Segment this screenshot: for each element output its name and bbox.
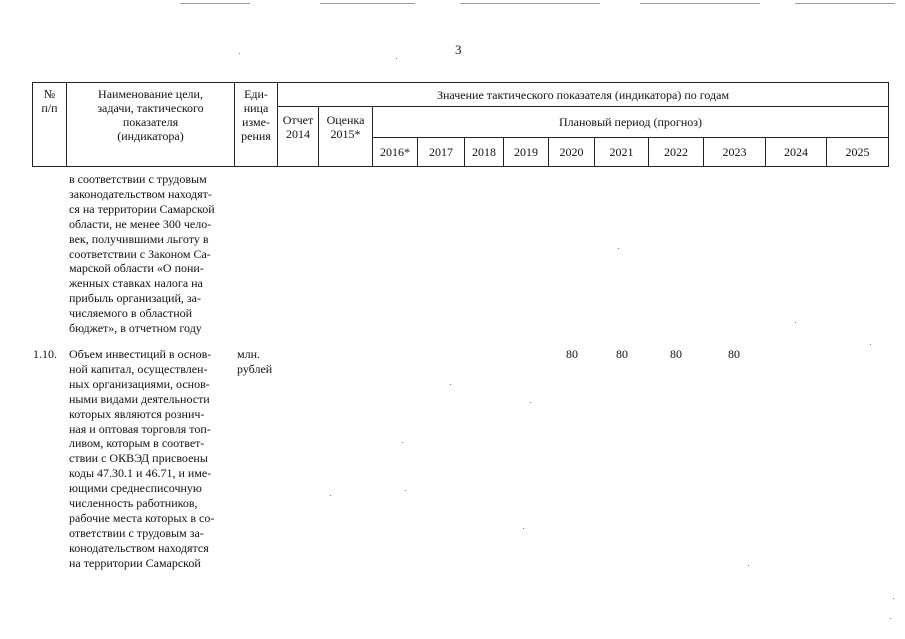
header-year-2018: 2018 <box>472 145 496 159</box>
scan-edge-line <box>460 3 600 4</box>
row-number: 1.10. <box>33 347 57 361</box>
header-year-2017: 2017 <box>429 145 453 159</box>
header-col-name: Наименование цели, задачи, тактического показателя (индикатора) <box>97 87 204 143</box>
scan-speck <box>330 495 331 496</box>
header-col-estimate: Оценка 2015* <box>326 113 365 141</box>
page-number: 3 <box>455 42 462 57</box>
scan-speck <box>530 402 531 403</box>
header-col-number: № п/п <box>41 87 58 115</box>
value-2020: 80 <box>566 347 578 361</box>
scan-speck <box>890 618 891 619</box>
scan-speck <box>870 344 871 345</box>
scan-speck <box>795 322 796 323</box>
value-2021: 80 <box>616 347 628 361</box>
header-year-2023: 2023 <box>722 145 747 159</box>
header-col-report: Отчет 2014 <box>282 113 314 141</box>
scan-speck <box>748 565 749 566</box>
header-year-2025: 2025 <box>845 145 870 159</box>
value-2023: 80 <box>728 347 740 361</box>
header-year-2019: 2019 <box>514 145 538 159</box>
scan-edge-line <box>180 3 250 4</box>
header-year-2016: 2016* <box>380 145 410 159</box>
row-continuation-text: в соответствии с трудовым законодательством находят- ся на территории Самарской области, не менее 300 чело- век, получившими льготу в соответствии с Законом Са- марской области «О пони- женных ставках налога на прибыль организаций, за- числяемого в областной бюджет», в отчетном году <box>69 172 215 336</box>
header-year-2022: 2022 <box>664 145 688 159</box>
header-year-2020: 2020 <box>559 145 584 159</box>
scan-speck <box>239 53 240 54</box>
scan-edge-line <box>795 3 895 4</box>
header-plan-title: Плановый период (прогноз) <box>559 115 702 129</box>
header-group-title: Значение тактического показателя (индикатора) по годам <box>436 87 730 102</box>
scan-edge-line <box>640 3 760 4</box>
header-year-2024: 2024 <box>784 145 808 159</box>
value-2022: 80 <box>670 347 682 361</box>
scan-speck <box>893 598 894 599</box>
scan-speck <box>450 384 451 385</box>
scan-speck <box>405 490 406 491</box>
row-unit: млн. рублей <box>237 347 273 376</box>
scan-speck <box>523 528 524 529</box>
scan-speck <box>402 442 403 443</box>
scan-speck <box>396 58 397 59</box>
header-col-unit: Еди- ница изме- рения <box>241 87 271 143</box>
row-indicator-text: Объем инвестиций в основ- ной капитал, осуществлен- ных организациями, основ- ными видами деятельности которых являются рознич- ная и оптовая торговля топ- ливом, которым в соответ- ствии с ОКВЭД присвоены коды 47.30.1 и 46.71, и име- ющими среднесписочную численность работников, рабочие места которых в со- ответствии с трудовым за- конодательством находятся на территории Самарской <box>69 347 215 570</box>
header-year-2021: 2021 <box>609 145 634 159</box>
scan-speck <box>618 248 619 249</box>
scan-edge-line <box>320 3 415 4</box>
